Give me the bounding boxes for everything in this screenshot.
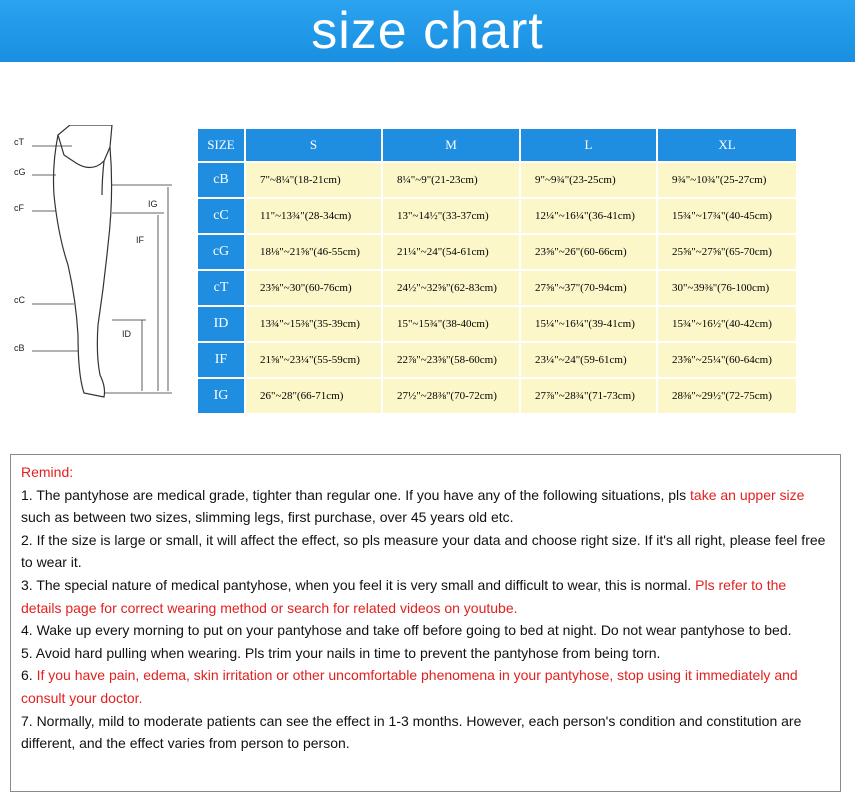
- table-cell: 8¼"~9"(21-23cm): [382, 162, 520, 198]
- table-cell: 12¼"~16¼"(36-41cm): [520, 198, 657, 234]
- corner-header: SIZE: [197, 128, 245, 162]
- remind-text: 5. Avoid hard pulling when wearing. Pls trim your nails in time to prevent the pantyhose from being torn.: [21, 644, 661, 661]
- remind-item: [21, 574, 830, 619]
- label-IF: IF: [136, 235, 144, 245]
- row-label: IG: [197, 378, 245, 414]
- remind-title: Remind:: [21, 464, 74, 480]
- table-cell: 23¼"~24"(59-61cm): [520, 342, 657, 378]
- table-cell: 11"~13¾"(28-34cm): [245, 198, 382, 234]
- table-cell: 13¾"~15⅜"(35-39cm): [245, 306, 382, 342]
- label-cF: cF: [14, 203, 24, 213]
- remind-item: [21, 710, 830, 755]
- remind-box: [10, 454, 841, 792]
- label-cB: cB: [14, 343, 25, 353]
- table-cell: 27½"~28⅜"(70-72cm): [382, 378, 520, 414]
- label-ID: ID: [122, 329, 131, 339]
- table-header-row: [197, 128, 797, 162]
- remind-list: [21, 484, 830, 755]
- table-cell: 18⅛"~21⅝"(46-55cm): [245, 234, 382, 270]
- table-cell: 13"~14½"(33-37cm): [382, 198, 520, 234]
- table-cell: 25⅝"~27⅝"(65-70cm): [657, 234, 797, 270]
- table-cell: 9"~9¾"(23-25cm): [520, 162, 657, 198]
- column-header-s: S: [245, 128, 382, 162]
- table-row: [197, 378, 797, 414]
- table-cell: 30"~39⅜"(76-100cm): [657, 270, 797, 306]
- table-row: [197, 198, 797, 234]
- column-header-l: L: [520, 128, 657, 162]
- remind-text: 3. The special nature of medical pantyhose, when you feel it is very small and difficult to wear, this is normal.: [21, 576, 696, 593]
- remind-text: 2. If the size is large or small, it will affect the effect, so pls measure your data and choose right size. If it's all right, please feel free to wear it.: [21, 531, 826, 571]
- table-cell: 23⅝"~25¼"(60-64cm): [657, 342, 797, 378]
- table-cell: 15¼"~16¼"(39-41cm): [520, 306, 657, 342]
- title-banner: [0, 0, 855, 62]
- table-cell: 15¾"~16½"(40-42cm): [657, 306, 797, 342]
- table-row: [197, 306, 797, 342]
- page-title: size chart: [311, 2, 544, 60]
- row-label: IF: [197, 342, 245, 378]
- table-cell: 23⅝"~30"(60-76cm): [245, 270, 382, 306]
- remind-text: such as between two sizes, slimming legs, first purchase, over 45 years old etc.: [21, 509, 514, 526]
- remind-item: [21, 664, 830, 709]
- table-cell: 15¾"~17¾"(40-45cm): [657, 198, 797, 234]
- remind-highlight: take an upper size: [690, 486, 805, 503]
- table-cell: 21¼"~24"(54-61cm): [382, 234, 520, 270]
- label-cG: cG: [14, 167, 26, 177]
- table-cell: 24½"~32⅝"(62-83cm): [382, 270, 520, 306]
- column-header-m: M: [382, 128, 520, 162]
- row-label: cG: [197, 234, 245, 270]
- table-row: [197, 270, 797, 306]
- label-cT: cT: [14, 137, 24, 147]
- table-row: [197, 234, 797, 270]
- remind-item: [21, 642, 830, 665]
- table-row: [197, 342, 797, 378]
- remind-highlight: If you have pain, edema, skin irritation or other uncomfortable phenomena in your pantyhose, stop using it immediately and consult your doctor.: [21, 667, 798, 706]
- row-label: cT: [197, 270, 245, 306]
- table-cell: 21⅝"~23¼"(55-59cm): [245, 342, 382, 378]
- table-cell: 28⅜"~29½"(72-75cm): [657, 378, 797, 414]
- label-cC: cC: [14, 295, 25, 305]
- table-cell: 9¾"~10¾"(25-27cm): [657, 162, 797, 198]
- remind-item: [21, 529, 830, 574]
- row-label: ID: [197, 306, 245, 342]
- column-header-xl: XL: [657, 128, 797, 162]
- table-cell: 26"~28"(66-71cm): [245, 378, 382, 414]
- remind-item: [21, 619, 830, 642]
- remind-highlight: Pls refer to the details page for correct wearing method or search for related videos on youtube.: [21, 576, 787, 616]
- remind-text: 1. The pantyhose are medical grade, tighter than regular one. If you have any of the following situations, pls: [21, 486, 691, 503]
- row-label: cB: [197, 162, 245, 198]
- row-label: cC: [197, 198, 245, 234]
- table-row: [197, 162, 797, 198]
- remind-text: 4. Wake up every morning to put on your pantyhose and take off before going to bed at night. Do not wear pantyhose to bed.: [21, 622, 792, 639]
- label-IG: IG: [148, 199, 158, 209]
- table-cell: 27⅝"~37"(70-94cm): [520, 270, 657, 306]
- table-cell: 22⅞"~23⅝"(58-60cm): [382, 342, 520, 378]
- leg-diagram: [12, 125, 187, 405]
- table-cell: 7"~8¼"(18-21cm): [245, 162, 382, 198]
- table-cell: 23⅝"~26"(60-66cm): [520, 234, 657, 270]
- table-cell: 15"~15¾"(38-40cm): [382, 306, 520, 342]
- table-cell: 27⅞"~28¾"(71-73cm): [520, 378, 657, 414]
- remind-item: [21, 484, 830, 529]
- remind-text: 7. Normally, mild to moderate patients can see the effect in 1-3 months. However, each person's condition and constitution are different, and the effect varies from person to person.: [21, 712, 802, 752]
- remind-text: 6.: [21, 667, 37, 684]
- size-table: [196, 127, 798, 415]
